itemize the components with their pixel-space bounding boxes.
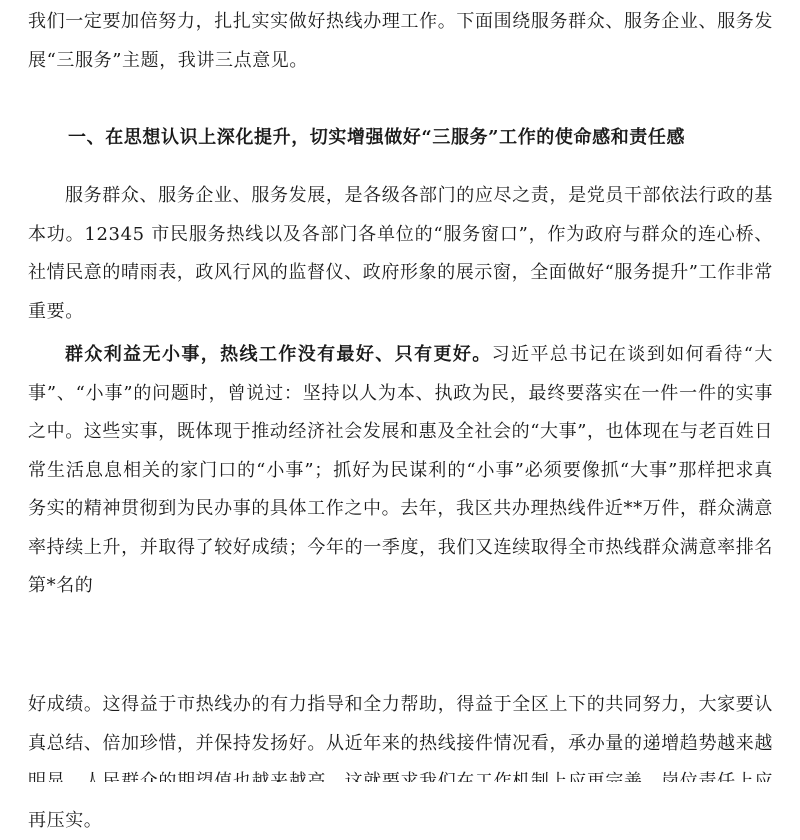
paragraph-lead-sentence: 群众利益无小事，热线工作没有最好、只有更好。 [65,344,492,365]
intro-paragraph: 我们一定要加倍努力，扎扎实实做好热线办理工作。下面围绕服务群众、服务企业、服务发展“三服务”主题，我讲三点意见。 [28,11,773,71]
paragraph-achievements: 好成绩。这得益于市热线办的有力指导和全力帮助，得益于全区上下的共同努力，大家要认真总结、倍加珍惜，并保持发扬好。从近年来的热线接件情况看，承办量的递增趋势越来越 再压实。 [28,694,773,831]
paragraph-hotline-work [28,336,773,606]
paragraph-service-duty: 服务群众、服务企业、服务发展，是各级各部门的应尽之责，是党员干部依法行政的基本功。12345 市民服务热线以及各部门各单位的“服务窗口”，作为政府与群众的连心桥、社情民意的晴雨表，政风行风的监督仪、政府形象的展示窗，全面做好“服务提升”工作非常重要。 [28,185,773,322]
page-bottom-edge [0,782,800,800]
paragraph-body-text: 习近平总书记在谈到如何看待“大事”、“小事”的问题时，曾说过：坚持以人为本、执政为民，最终要落实在一件一件的实事之中。这些实事，既体现于推动经济社会发展和惠及全社会的“大事”，也体现在与老百姓日常生活息息相关的家门口的“小事”；抓好为民谋利的“小事”必须要像抓“大事”那样把求真务实的精神贯彻到为民办事的具体工作之中。去年，我区共办理热线件近**万件，群众满意率持续上升，并取得了较好成绩；今年的一季度，我们又连续取得全市热线群众满意率排名第*名的 [28,344,773,596]
section-heading-1: 一、在思想认识上深化提升，切实增强做好“三服务”工作的使命感和责任感 [68,127,686,148]
